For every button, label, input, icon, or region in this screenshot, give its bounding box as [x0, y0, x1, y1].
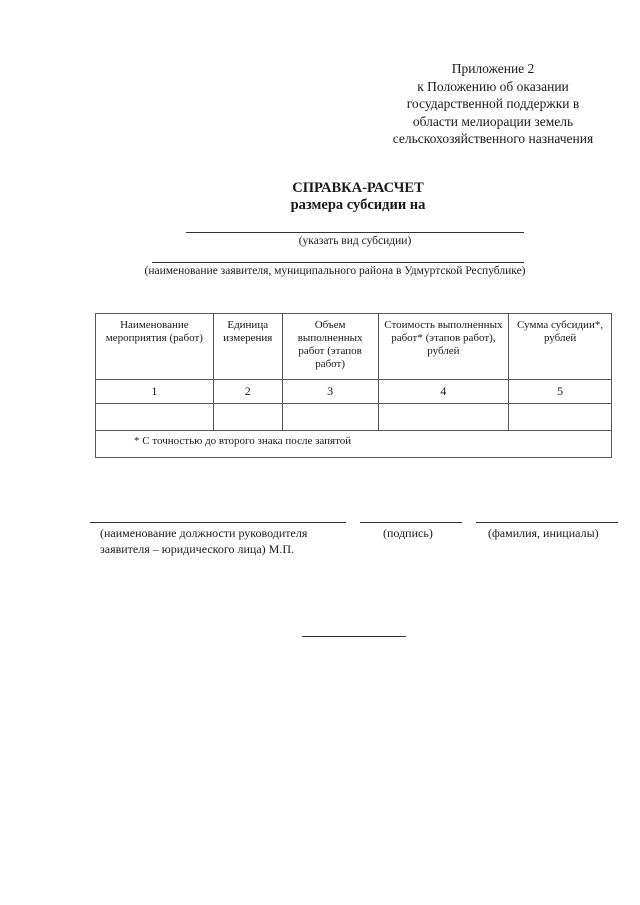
applicant-caption: (наименование заявителя, муниципального района в Удмуртской Республике): [144, 265, 526, 277]
appendix-line: государственной поддержки в: [406, 96, 580, 111]
sign-caption: (подпись): [383, 526, 433, 540]
table-row: [96, 404, 612, 431]
name-caption: (фамилия, инициалы): [488, 526, 599, 540]
table-header-cell: Единица измерения: [213, 314, 282, 380]
end-separator: [302, 636, 406, 637]
table-cell[interactable]: [213, 404, 282, 431]
column-number: 5: [509, 380, 612, 404]
column-number: 4: [378, 380, 509, 404]
column-number: 2: [213, 380, 282, 404]
subsidy-type-caption: (указать вид субсидии): [298, 235, 412, 247]
calculation-table: [95, 313, 612, 458]
table-cell[interactable]: [96, 404, 214, 431]
column-number: 3: [282, 380, 378, 404]
column-number: 1: [96, 380, 214, 404]
sign-line: [360, 522, 462, 523]
table-footnote: * С точностью до второго знака после запятой: [96, 431, 612, 458]
name-line: [476, 522, 618, 523]
title-line-2: размера субсидии на: [290, 197, 426, 213]
position-caption: [100, 525, 350, 557]
table-cell[interactable]: [282, 404, 378, 431]
table-header-cell: Наименование мероприятия (работ): [96, 314, 214, 380]
table-header-cell: Объем выполненных работ (этапов работ): [282, 314, 378, 380]
title-line-1: СПРАВКА-РАСЧЕТ: [292, 180, 424, 196]
table-cell[interactable]: [509, 404, 612, 431]
position-caption-line-1: (наименование должности руководителя: [100, 526, 308, 540]
appendix-line: сельскохозяйственного назначения: [392, 131, 594, 146]
appendix-line: Приложение 2: [451, 61, 535, 76]
table-header-cell: Стоимость выполненных работ* (этапов работ), рублей: [378, 314, 509, 380]
table-number-row: [96, 380, 612, 404]
appendix-block: [370, 60, 616, 148]
table-cell[interactable]: [378, 404, 509, 431]
applicant-line: [152, 262, 524, 263]
table-header-cell: Сумма субсидии*, рублей: [509, 314, 612, 380]
subsidy-type-line: [186, 232, 524, 233]
position-line: [90, 522, 346, 523]
appendix-line: к Положению об оказании: [417, 78, 569, 94]
document-title: [0, 180, 640, 214]
appendix-line: области мелиорации земель: [412, 113, 574, 129]
table-header-row: [96, 314, 612, 380]
position-caption-line-2: заявителя – юридического лица) М.П.: [100, 542, 294, 556]
table-note-row: [96, 431, 612, 458]
